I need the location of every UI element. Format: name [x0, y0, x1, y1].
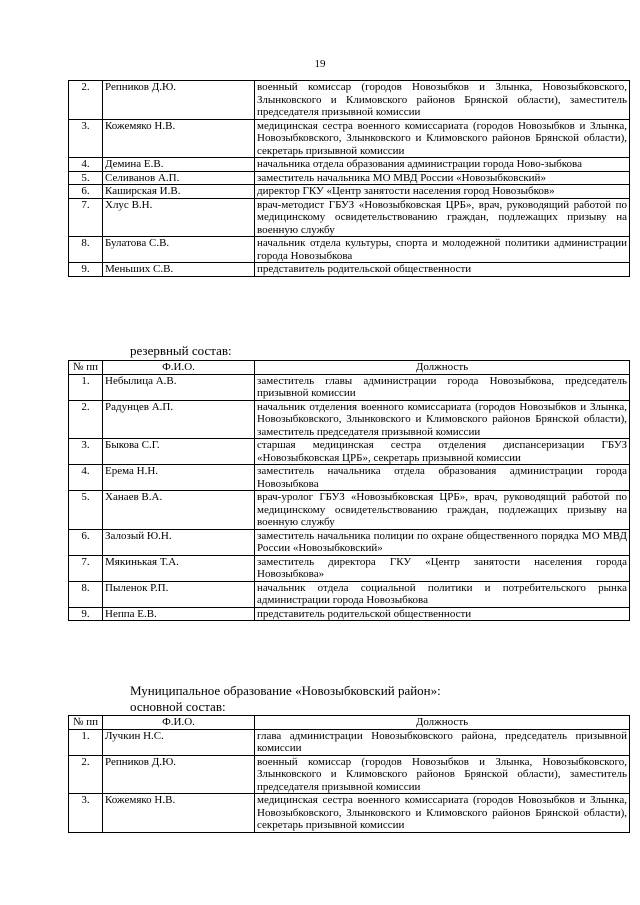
row-number: 6.: [69, 185, 103, 199]
row-number: 1.: [69, 729, 103, 755]
header-position: Должность: [255, 716, 630, 730]
member-position: заместитель начальника отдела образования администрации города Новозыбкова: [255, 465, 630, 491]
member-name: Репников Д.Ю.: [103, 81, 255, 120]
table-row: [69, 158, 630, 172]
member-name: Булатова С.В.: [103, 237, 255, 263]
member-name: Быкова С.Г.: [103, 439, 255, 465]
table-row: [69, 237, 630, 263]
member-name: Репников Д.Ю.: [103, 755, 255, 794]
header-num: № пп: [69, 716, 103, 730]
table-row: [69, 119, 630, 158]
row-number: 8.: [69, 581, 103, 607]
table-row: [69, 81, 630, 120]
table-row: [69, 491, 630, 530]
member-position: медицинская сестра военного комиссариата (городов Новозыбков и Злынка, Новозыбковского, Злынковского и Климовского районов Брянской области), секретарь призывной комиссии: [255, 119, 630, 158]
table-row: [69, 263, 630, 277]
member-name: Хлус В.Н.: [103, 198, 255, 237]
member-position: медицинская сестра военного комиссариата (городов Новозыбков и Злынка, Новозыбковского, Злынковского и Климовского районов Брянской области), секретарь призывной комиссии: [255, 794, 630, 833]
member-name: Пыленок Р.П.: [103, 581, 255, 607]
row-number: 9.: [69, 263, 103, 277]
member-name: Радунцев А.П.: [103, 400, 255, 439]
row-number: 3.: [69, 794, 103, 833]
member-position: заместитель начальника полиции по охране общественного порядка МО МВД России «Новозыбковский»: [255, 529, 630, 555]
table-row: [69, 729, 630, 755]
table-row: [69, 439, 630, 465]
row-number: 4.: [69, 465, 103, 491]
member-position: военный комиссар (городов Новозыбков и Злынка, Новозыбковского, Злынковского и Климовского районов Брянской области), заместитель председателя призывной комиссии: [255, 81, 630, 120]
row-number: 1.: [69, 374, 103, 400]
table-row: [69, 555, 630, 581]
row-number: 5.: [69, 491, 103, 530]
table-row: [69, 374, 630, 400]
commission-table-reserve: [68, 360, 630, 621]
header-name: Ф.И.О.: [103, 361, 255, 375]
member-position: начальник отделения военного комиссариата (городов Новозыбков и Злынка, Новозыбковского, Злынковского и Климовского районов Брянской области), заместитель председателя призывной комиссии: [255, 400, 630, 439]
table-row: [69, 465, 630, 491]
row-number: 9.: [69, 607, 103, 621]
member-name: Залозый Ю.Н.: [103, 529, 255, 555]
table-row: [69, 171, 630, 185]
member-name: Кожемяко Н.В.: [103, 794, 255, 833]
table-row: [69, 529, 630, 555]
commission-table-main: [68, 80, 630, 277]
member-name: Ерема Н.Н.: [103, 465, 255, 491]
row-number: 2.: [69, 81, 103, 120]
header-name: Ф.И.О.: [103, 716, 255, 730]
member-name: Кожемяко Н.В.: [103, 119, 255, 158]
row-number: 3.: [69, 439, 103, 465]
member-position: военный комиссар (городов Новозыбков и Злынка, Новозыбковского, Злынковского и Климовского районов Брянской области), заместитель председателя призывной комиссии: [255, 755, 630, 794]
row-number: 7.: [69, 555, 103, 581]
member-name: Демина Е.В.: [103, 158, 255, 172]
row-number: 8.: [69, 237, 103, 263]
row-number: 5.: [69, 171, 103, 185]
page-number: 19: [314, 58, 326, 70]
member-name: Неппа Е.В.: [103, 607, 255, 621]
member-name: Меньших С.В.: [103, 263, 255, 277]
row-number: 7.: [69, 198, 103, 237]
row-number: 3.: [69, 119, 103, 158]
member-position: врач-уролог ГБУЗ «Новозыбковская ЦРБ», врач, руководящий работой по медицинскому освидетельствованию граждан, подлежащих призыву на военную службу: [255, 491, 630, 530]
table-row: [69, 198, 630, 237]
table-row: [69, 400, 630, 439]
member-name: Лучкин Н.С.: [103, 729, 255, 755]
member-position: глава администрации Новозыбковского района, председатель призывной комиссии: [255, 729, 630, 755]
member-name: Селиванов А.П.: [103, 171, 255, 185]
table-row: [69, 607, 630, 621]
reserve-caption: резервный состав:: [130, 343, 232, 358]
member-position: директор ГКУ «Центр занятости населения город Новозыбков»: [255, 185, 630, 199]
member-name: Каширская И.В.: [103, 185, 255, 199]
member-position: старшая медицинская сестра отделения диспансеризации ГБУЗ «Новозыбковская ЦРБ», секретарь призывной комиссии: [255, 439, 630, 465]
member-position: представитель родительской общественности: [255, 607, 630, 621]
main-composition-caption: основной состав:: [130, 699, 226, 714]
table-row: [69, 185, 630, 199]
table-header-row: [69, 361, 630, 375]
member-position: начальник отдела социальной политики и потребительского рынка администрации города Новозыбкова: [255, 581, 630, 607]
row-number: 4.: [69, 158, 103, 172]
table-row: [69, 581, 630, 607]
member-position: начальника отдела образования администрации города Ново-зыбкова: [255, 158, 630, 172]
header-position: Должность: [255, 361, 630, 375]
member-name: Небылица А.В.: [103, 374, 255, 400]
member-position: заместитель начальника МО МВД России «Новозыбковский»: [255, 171, 630, 185]
member-position: начальник отдела культуры, спорта и молодежной политики администрации города Новозыбкова: [255, 237, 630, 263]
row-number: 6.: [69, 529, 103, 555]
member-position: заместитель главы администрации города Новозыбкова, председатель призывной комиссии: [255, 374, 630, 400]
member-name: Мякинькая Т.А.: [103, 555, 255, 581]
member-position: заместитель директора ГКУ «Центр занятости населения города Новозыбкова»: [255, 555, 630, 581]
header-num: № пп: [69, 361, 103, 375]
row-number: 2.: [69, 755, 103, 794]
member-name: Ханаев В.А.: [103, 491, 255, 530]
municipal-caption: Муниципальное образование «Новозыбковский район»:: [130, 683, 441, 698]
member-position: представитель родительской общественности: [255, 263, 630, 277]
commission-table-district: [68, 715, 630, 833]
table-row: [69, 794, 630, 833]
member-position: врач-методист ГБУЗ «Новозыбковская ЦРБ», врач, руководящий работой по медицинскому освидетельствованию граждан, подлежащих призыву на военную службу: [255, 198, 630, 237]
table-row: [69, 755, 630, 794]
table-header-row: [69, 716, 630, 730]
row-number: 2.: [69, 400, 103, 439]
